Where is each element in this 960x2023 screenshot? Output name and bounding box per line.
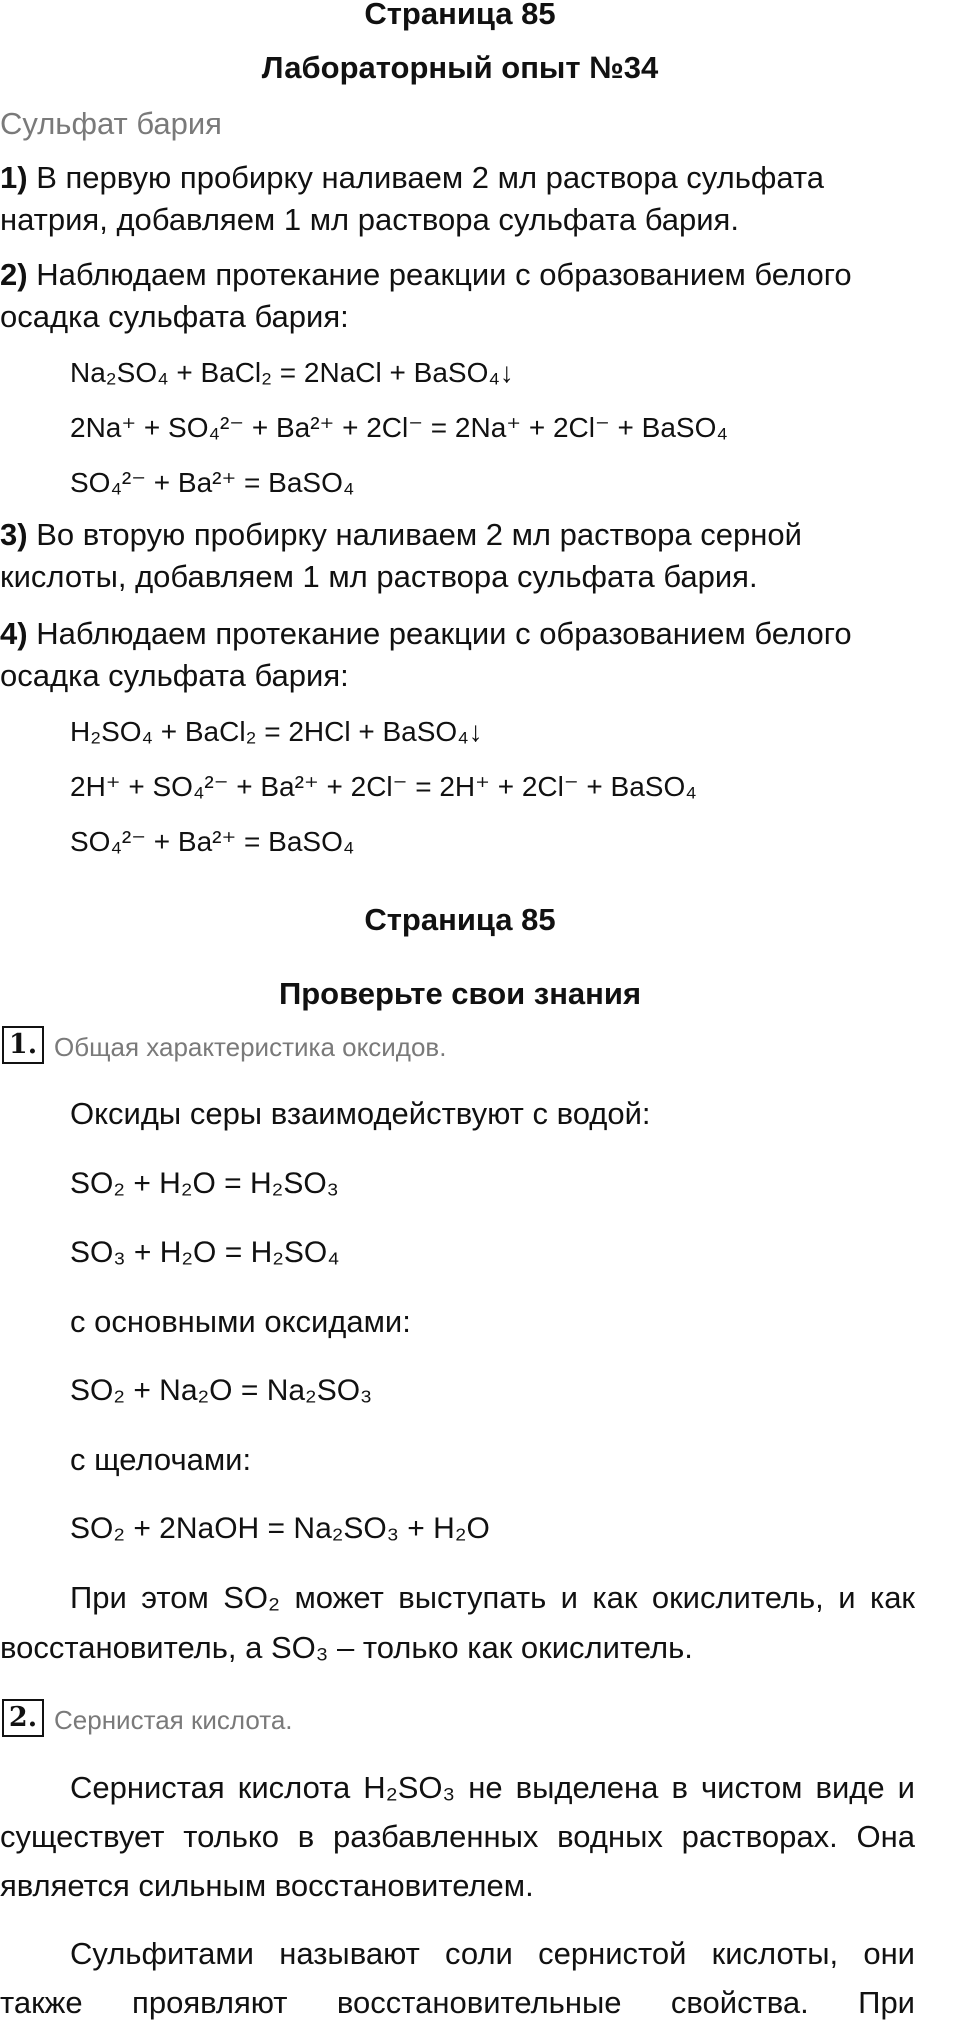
- lab-subtitle: Сульфат бария: [0, 106, 222, 141]
- question-1-note-line-2: восстановитель, а SO₃ – только как окислитель.: [0, 1630, 693, 1665]
- question-number-badge: 2.: [2, 1699, 44, 1737]
- step-number: 4): [0, 616, 28, 651]
- equation-molecular: Na₂SO₄ + BaCl₂ = 2NaCl + BaSO₄↓: [70, 357, 514, 388]
- step-2-line-1: 2) Наблюдаем протекание реакции с образованием белого: [0, 257, 852, 292]
- equation: SO₂ + H₂O = H₂SO₃: [70, 1167, 339, 1200]
- step-number: 3): [0, 517, 28, 552]
- equation-short-ionic: SO₄²⁻ + Ba²⁺ = BaSO₄: [70, 467, 355, 498]
- equation-full-ionic: 2H⁺ + SO₄²⁻ + Ba²⁺ + 2Cl⁻ = 2H⁺ + 2Cl⁻ + BaSO₄: [70, 771, 697, 802]
- step-number: 2): [0, 257, 28, 292]
- step-number: 1): [0, 160, 28, 195]
- question-1-intro: Оксиды серы взаимодействуют с водой:: [70, 1096, 651, 1131]
- equation-molecular: H₂SO₄ + BaCl₂ = 2HCl + BaSO₄↓: [70, 716, 483, 747]
- question-1-note-line-1: При этом SO₂ может выступать и как окислитель, и как: [70, 1580, 915, 1615]
- step-3-line-1: 3) Во вторую пробирку наливаем 2 мл раствора серной: [0, 517, 802, 552]
- question-2-para-2-line-1: Сульфитами называют соли сернистой кислоты, они: [70, 1936, 915, 1971]
- question-title: Сернистая кислота.: [54, 1705, 293, 1735]
- question-1-alkalis: с щелочами:: [70, 1442, 252, 1477]
- page-heading: Страница 85: [364, 902, 556, 937]
- question-2-para-1-line-2: существует только в разбавленных водных растворах. Она: [0, 1819, 915, 1854]
- equation: SO₂ + 2NaOH = Na₂SO₃ + H₂O: [70, 1512, 490, 1545]
- page-heading: Страница 85: [364, 0, 556, 31]
- step-4-line-1: 4) Наблюдаем протекание реакции с образованием белого: [0, 616, 852, 651]
- section-title: Проверьте свои знания: [278, 976, 642, 1011]
- question-1-basic-oxides: с основными оксидами:: [70, 1304, 411, 1339]
- question-2-para-1-line-1: Сернистая кислота H₂SO₃ не выделена в чистом виде и: [70, 1770, 915, 1805]
- equation: SO₂ + Na₂O = Na₂SO₃: [70, 1374, 373, 1407]
- equation: SO₃ + H₂O = H₂SO₄: [70, 1236, 340, 1269]
- question-2-para-1-line-3: является сильным восстановителем.: [0, 1868, 534, 1903]
- equation-short-ionic: SO₄²⁻ + Ba²⁺ = BaSO₄: [70, 826, 355, 857]
- step-2-line-2: осадка сульфата бария:: [0, 299, 349, 334]
- step-1-line-1: 1) В первую пробирку наливаем 2 мл раствора сульфата: [0, 160, 825, 195]
- step-3-line-2: кислоты, добавляем 1 мл раствора сульфата бария.: [0, 559, 758, 594]
- step-1-line-2: натрия, добавляем 1 мл раствора сульфата бария.: [0, 202, 739, 237]
- step-4-line-2: осадка сульфата бария:: [0, 658, 349, 693]
- lab-title: Лабораторный опыт №34: [261, 50, 659, 85]
- equation-full-ionic: 2Na⁺ + SO₄²⁻ + Ba²⁺ + 2Cl⁻ = 2Na⁺ + 2Cl⁻ + BaSO₄: [70, 412, 728, 443]
- question-number-badge: 1.: [2, 1026, 44, 1064]
- question-title: Общая характеристика оксидов.: [54, 1032, 447, 1062]
- question-2-para-2-line-2: также проявляют восстановительные свойства. При: [0, 1985, 915, 2020]
